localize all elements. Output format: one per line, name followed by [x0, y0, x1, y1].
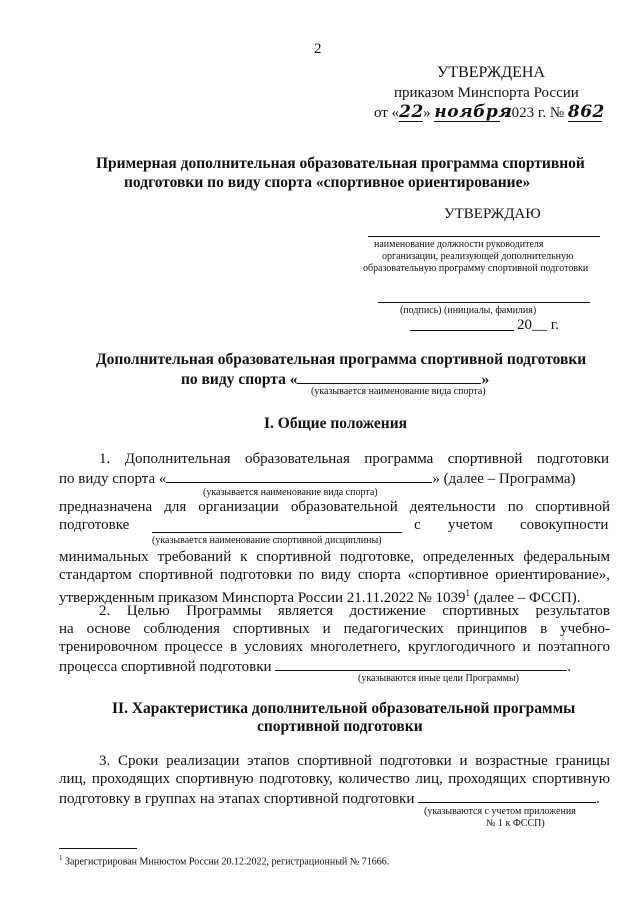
- approval-from: от «: [374, 105, 400, 121]
- approve-title: УТВЕРЖДАЮ: [444, 206, 541, 222]
- section2-heading-line1: II. Характеристика дополнительной образовательной программы: [112, 700, 576, 717]
- approve-caption-3: образовательную программу спортивной подготовки: [363, 263, 589, 274]
- p1-line2: [59, 468, 611, 488]
- p1-line7-suffix: (далее – ФССП).: [470, 590, 581, 606]
- p3-line3: [59, 788, 600, 808]
- approve-position-line: [368, 236, 600, 237]
- p1-line1: 1. Дополнительная образовательная программа спортивной подготовки: [99, 451, 609, 467]
- p2-line4-prefix: процесса спортивной подготовки: [59, 659, 272, 675]
- p3-line3-suffix: .: [596, 791, 600, 807]
- p3-blank: [418, 788, 596, 803]
- p1-line4-with: с: [414, 517, 421, 533]
- section2-heading-line2: спортивной подготовки: [257, 718, 423, 735]
- approval-day-handwritten: 22: [399, 102, 424, 122]
- program-sport-blank: [297, 369, 481, 384]
- p1-line4-aggregate: совокупности: [520, 517, 609, 533]
- p3-line2: лиц, проходящих спортивную подготовку, количество лиц, проходящих спортивную: [59, 771, 610, 787]
- doc-title-line2: подготовки по виду спорта «спортивное ориентирование»: [124, 174, 531, 191]
- p2-line3: тренировочном процессе в условиях многолетнего, круглогодичного и поэтапного: [59, 639, 610, 655]
- program-title-caption: (указывается наименование вида спорта): [311, 386, 486, 397]
- footnote-mark: 1: [59, 854, 63, 862]
- page-number: 2: [314, 41, 322, 57]
- doc-title-line1: Примерная дополнительная образовательная программа спортивной: [96, 155, 585, 172]
- p2-line2: на основе соблюдения спортивных и педагогических принципов в учебно-: [59, 621, 610, 637]
- approval-title: УТВЕРЖДЕНА: [437, 64, 546, 81]
- p3-line1: 3. Сроки реализации этапов спортивной подготовки и возрастные границы: [99, 753, 610, 769]
- p2-goals-caption: (указываются иные цели Программы): [358, 673, 520, 684]
- p1-line5: минимальных требований к спортивной подготовке, определенных федеральным: [59, 549, 610, 565]
- p2-line1: 2. Целью Программы является достижение спортивных результатов: [99, 603, 610, 619]
- signature-line: [378, 302, 590, 303]
- p1-sport-blank: [166, 468, 432, 483]
- footnote: [59, 852, 389, 868]
- section1-heading: I. Общие положения: [264, 415, 408, 432]
- footnote-text: Зарегистрирован Минюстом России 20.12.2022, регистрационный № 71666.: [62, 856, 390, 868]
- p3-caption-2: № 1 к ФССП): [486, 818, 545, 829]
- date-suffix: 20__ г.: [517, 317, 559, 333]
- p1-line6: стандартом спортивной подготовки по виду спорта «спортивное ориентирование»,: [59, 567, 610, 583]
- approval-year: 2023 г. №: [504, 105, 565, 121]
- date-line: [410, 330, 514, 331]
- p1-line4-account: учетом: [448, 517, 493, 533]
- p1-line4-prefix: подготовке: [59, 517, 130, 533]
- p1-discipline-blank: [152, 532, 402, 533]
- program-title-prefix: по виду спорта «: [181, 371, 298, 388]
- p1-footnote-mark: 1: [465, 588, 471, 598]
- program-title-line1: Дополнительная образовательная программа спортивной подготовки: [96, 351, 587, 368]
- p1-discipline-caption: (указывается наименование спортивной дисциплины): [152, 535, 382, 546]
- signature-caption: (подпись) (инициалы, фамилия): [400, 305, 537, 316]
- p1-line3: предназначена для организации образовательной деятельности по спортивной: [59, 499, 610, 515]
- approval-order-line: приказом Минспорта России: [394, 85, 579, 101]
- approval-number-handwritten: 862: [567, 102, 605, 122]
- p1-sport-caption: (указывается наименование вида спорта): [203, 487, 378, 498]
- approve-caption-2: организации, реализующей дополнительную: [382, 251, 574, 262]
- program-title-suffix: »: [481, 371, 490, 388]
- p1-line7-prefix: утвержденным приказом Минспорта России 21.11.2022 № 1039: [59, 590, 466, 606]
- footnote-separator: [59, 848, 137, 849]
- approval-close-quote: »: [423, 105, 431, 121]
- approve-caption-1: наименование должности руководителя: [374, 239, 544, 250]
- p1-sport-suffix: » (далее – Программа): [432, 471, 576, 487]
- p3-line3-prefix: подготовку в группах на этапах спортивной подготовки: [59, 791, 415, 807]
- p2-line4-suffix: .: [567, 659, 572, 675]
- approval-date-line: [374, 102, 605, 122]
- p1-sport-prefix: по виду спорта «: [59, 471, 167, 487]
- p3-caption-1: (указываются с учетом приложения: [424, 806, 576, 817]
- approval-month-handwritten: ноября: [434, 102, 513, 122]
- p2-goals-blank: [275, 656, 567, 671]
